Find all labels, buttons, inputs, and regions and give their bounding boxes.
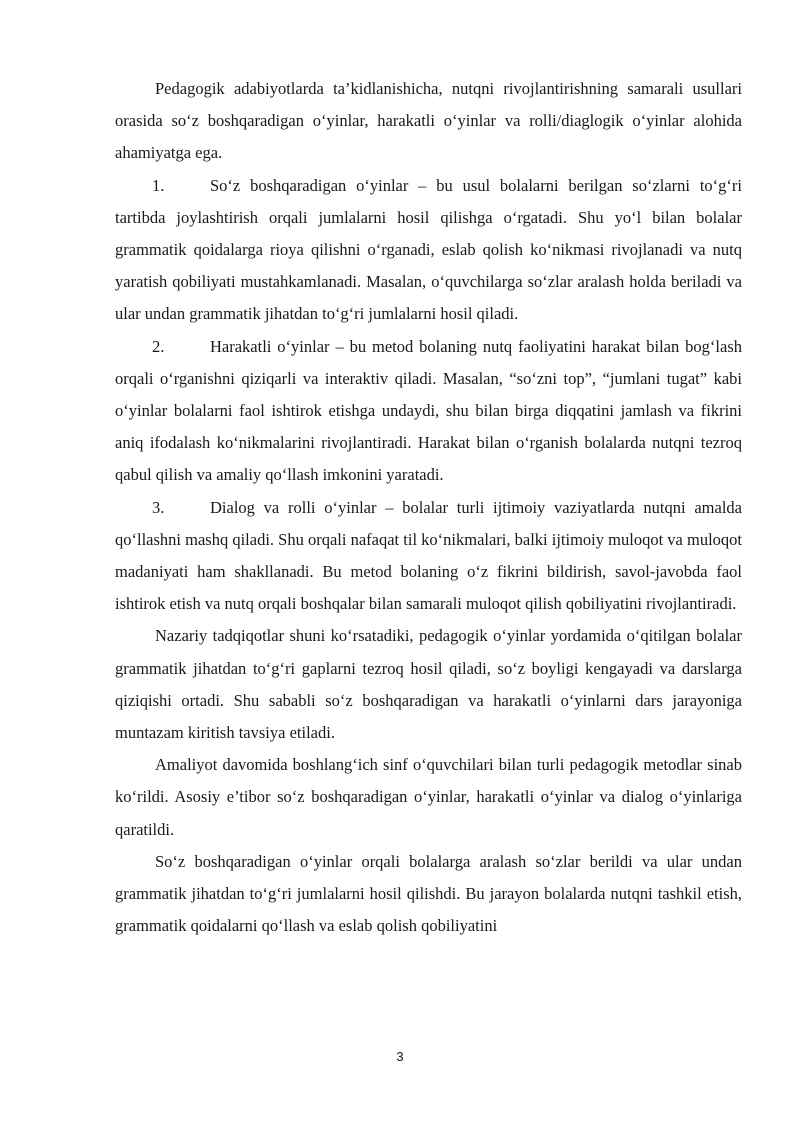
body-paragraph: Amaliyot davomida boshlang‘ich sinf o‘quvchilari bilan turli pedagogik metodlar sinab ko‘rildi. Asosiy e’tibor so‘z boshqaradigan o‘yinlar, harakatli o‘yinlar va dialog o‘yinlariga qaratildi. (115, 755, 742, 839)
page-number: 3 (396, 1049, 404, 1064)
body-text (115, 73, 742, 942)
intro-paragraph: Pedagogik adabiyotlarda ta’kidlanishicha, nutqni rivojlantirishning samarali usullari orasida so‘z boshqaradigan o‘yinlar, harakatli o‘yinlar va rolli/diaglogik o‘yinlar alohida ahamiyatga ega. (115, 79, 742, 163)
body-paragraph: So‘z boshqaradigan o‘yinlar orqali bolalarga aralash so‘zlar berildi va ular undan grammatik jihatdan to‘g‘ri jumlalarni hosil qilishdi. Bu jarayon bolalarda nutqni tashkil etish, grammatik qoidalarni qo‘llash va eslab qolish qobiliyatini (115, 851, 742, 936)
list-item-number: 2. (152, 336, 165, 356)
list-item (115, 492, 742, 621)
list-item-number: 3. (152, 497, 165, 517)
list-item-number: 1. (152, 175, 165, 195)
list-item-text: Dialog va rolli o‘yinlar – bolalar turli ijtimoiy vaziyatlarda nutqni amalda qo‘llashni mashq qiladi. Shu orqali nafaqat til ko‘nikmalari, balki ijtimoiy muloqot va muloqot madaniyati ham shakllanadi. Bu metod bolaning o‘z fikrini bildirish, savol-javobda faol ishtirok etish va nutq orqali boshqalar bilan samarali muloqot qilish qobiliyatini rivojlantiradi. (115, 497, 742, 614)
list-item (115, 331, 742, 492)
list-item-text: So‘z boshqaradigan o‘yinlar – bu usul bolalarni berilgan so‘zlarni to‘g‘ri tartibda joylashtirish orqali jumlalarni hosil qilishga o‘rgatadi. Shu yo‘l bilan bolalar grammatik qoidalarga rioya qilishni o‘rganadi, eslab qolish ko‘nikmasi rivojlanadi va nutq yaratish qobiliyati mustahkamlanadi. Masalan, o‘quvchilarga so‘zlar aralash holda beriladi va ular undan grammatik jihatdan to‘g‘ri jumlalarni hosil qiladi. (115, 175, 742, 324)
list-item (115, 170, 742, 331)
body-paragraph: Nazariy tadqiqotlar shuni ko‘rsatadiki, pedagogik o‘yinlar yordamida o‘qitilgan bolalar grammatik jihatdan to‘g‘ri gaplarni tezroq hosil qiladi, so‘z boyligi kengayadi va darslarga qiziqishi ortadi. Shu sababli so‘z boshqaradigan va harakatli o‘yinlarni dars jarayoniga muntazam kiritish tavsiya etiladi. (115, 626, 742, 743)
list-item-text: Harakatli o‘yinlar – bu metod bolaning nutq faoliyatini harakat bilan bog‘lash orqali o‘rganishni qiziqarli va interaktiv qiladi. Masalan, “so‘zni top”, “jumlani tugat” kabi o‘yinlar bolalarni faol ishtirok etishga undaydi, shu bilan birga diqqatini jamlash va fikrini aniq ifodalash ko‘nikmalarini rivojlantiradi. Harakat bilan o‘rganish bolalarda nutqni tezroq qabul qilish va amaliy qo‘llash imkonini yaratadi. (115, 336, 742, 485)
